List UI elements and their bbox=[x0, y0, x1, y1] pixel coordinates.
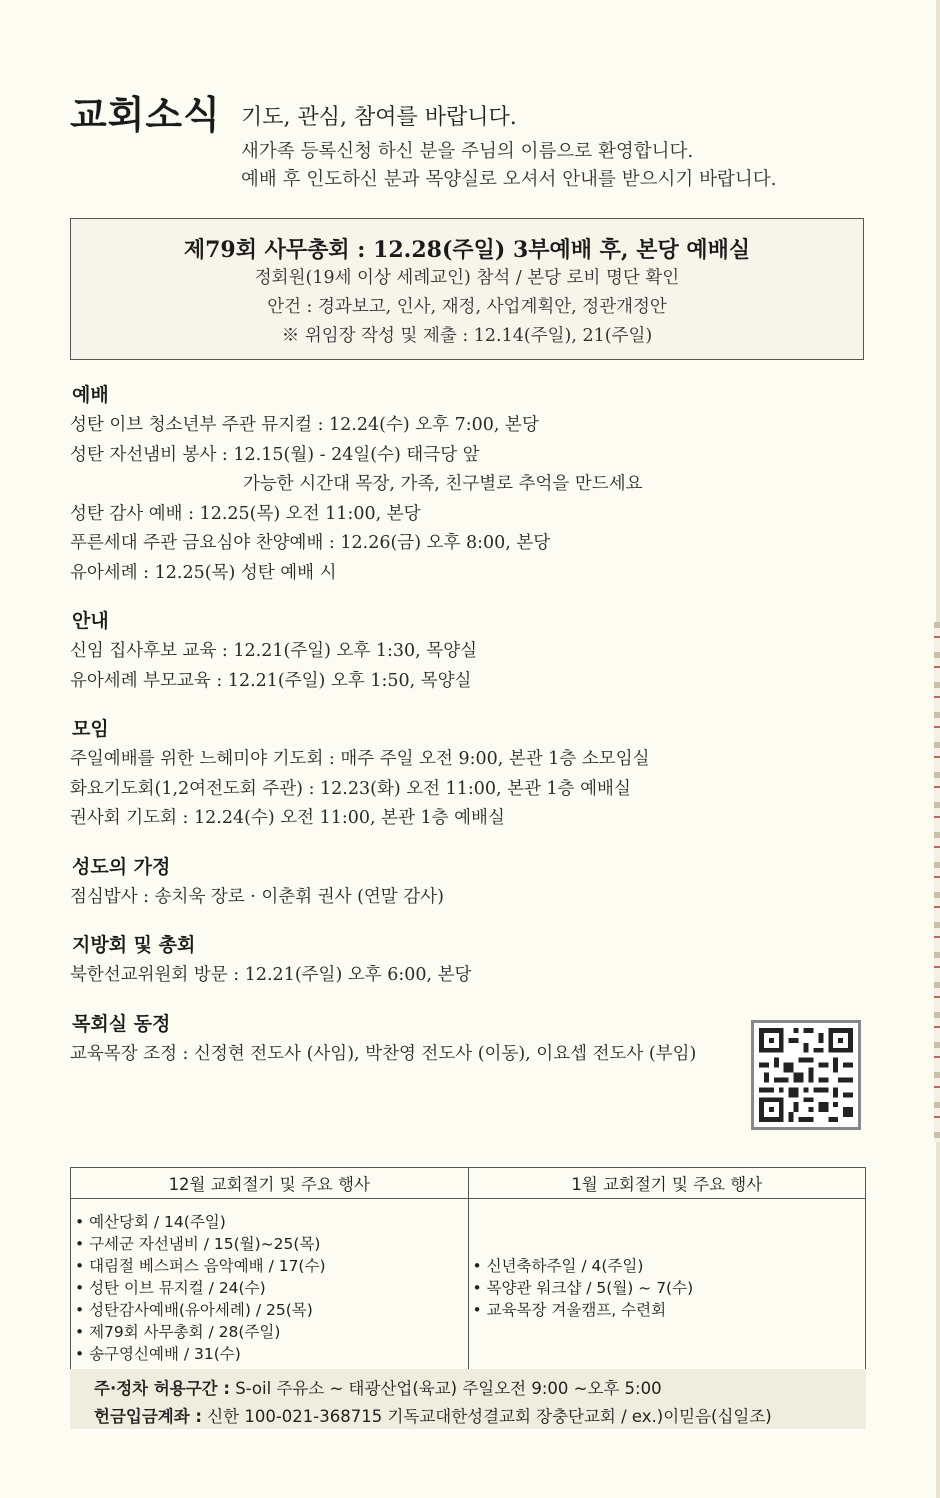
january-events-cell bbox=[468, 1199, 866, 1377]
section-pastoral-office bbox=[70, 1009, 870, 1070]
notice-line: 정회원(19세 이상 세례교인) 참석 / 본당 로비 명단 확인 bbox=[254, 268, 680, 288]
footer-info bbox=[70, 1369, 866, 1429]
events-table bbox=[70, 1167, 866, 1377]
list-item: 북한선교위원회 방문 : 12.21(주일) 오후 6:00, 본당 bbox=[70, 965, 472, 985]
page-title: 교회소식 bbox=[70, 93, 221, 137]
list-item: 교육목장 조정 : 신정현 전도사 (사임), 박찬영 전도사 (이동), 이요셉 전도사 (부임) bbox=[70, 1043, 697, 1064]
list-item: 성탄 감사 예배 : 12.25(목) 오전 11:00, 본당 bbox=[70, 503, 421, 524]
welcome-line: 새가족 등록신청 하신 분을 주님의 이름으로 환영합니다. bbox=[241, 141, 694, 162]
parking-info bbox=[94, 1375, 662, 1399]
list-item: • 제79회 사무총회 / 28(주일) bbox=[75, 1321, 464, 1343]
section-meetings bbox=[70, 714, 870, 834]
list-item: 점심밥사 : 송치욱 장로 · 이춘휘 권사 (연말 감사) bbox=[70, 886, 444, 907]
section-heading: 목회실 동정 bbox=[72, 1012, 171, 1035]
qr-code-icon bbox=[751, 1020, 861, 1130]
list-item: 성탄 이브 청소년부 주관 뮤지컬 : 12.24(수) 오후 7:00, 본당 bbox=[70, 415, 539, 435]
notice-line: ※ 위임장 작성 및 제출 : 12.14(주일), 21(주일) bbox=[281, 326, 653, 346]
parking-text: S-oil 주유소 ~ 태광산업(육교) 주일오전 9:00 ~오후 5:00 bbox=[235, 1379, 662, 1398]
december-events-cell bbox=[71, 1199, 469, 1377]
list-item: 가능한 시간대 목장, 가족, 친구별로 추억을 만드세요 bbox=[243, 474, 643, 494]
list-item: • 성탄 이브 뮤지컬 / 24(수) bbox=[75, 1277, 464, 1299]
section-family bbox=[70, 852, 870, 913]
list-item: 권사회 기도회 : 12.24(수) 오전 11:00, 본관 1층 예배실 bbox=[70, 808, 505, 828]
section-district bbox=[70, 930, 870, 991]
list-item: 화요기도회(1,2여전도회 주관) : 12.23(화) 오전 11:00, 본관 1층 예배실 bbox=[70, 778, 631, 799]
january-events-header: 1월 교회절기 및 주요 행사 bbox=[468, 1168, 866, 1199]
list-item: • 성탄감사예배(유아세례) / 25(목) bbox=[75, 1299, 464, 1321]
parking-label: 주·정차 허용구간 : bbox=[94, 1379, 230, 1398]
january-events-list bbox=[473, 1255, 862, 1321]
list-item: 주일예배를 위한 느헤미야 기도회 : 매주 주일 오전 9:00, 본관 1층 소모임실 bbox=[70, 749, 650, 769]
welcome-text bbox=[241, 138, 776, 194]
list-item: • 예산당회 / 14(주일) bbox=[75, 1211, 464, 1233]
list-item: 성탄 자선냄비 봉사 : 12.15(월) - 24일(수) 태극당 앞 bbox=[70, 444, 480, 465]
december-events-list bbox=[75, 1211, 464, 1365]
account-text: 신한 100-021-368715 기독교대한성결교회 장충단교회 / ex.)이믿음(십일조) bbox=[207, 1407, 772, 1426]
account-info bbox=[94, 1403, 772, 1427]
account-label: 헌금입금계좌 : bbox=[94, 1407, 202, 1426]
notice-title: 제79회 사무총회 : 12.28(주일) 3부예배 후, 본당 예배실 bbox=[183, 237, 751, 263]
list-item: 신임 집사후보 교육 : 12.21(주일) 오후 1:30, 목양실 bbox=[70, 641, 478, 661]
page-subtitle: 기도, 관심, 참여를 바랍니다. bbox=[241, 105, 517, 130]
notice-line: 안건 : 경과보고, 인사, 재정, 사업계획안, 정관개정안 bbox=[267, 297, 667, 317]
section-heading: 예배 bbox=[72, 384, 109, 406]
general-assembly-notice bbox=[70, 218, 864, 360]
list-item: 유아세례 부모교육 : 12.21(주일) 오후 1:50, 목양실 bbox=[70, 670, 472, 691]
list-item: • 대림절 베스퍼스 음악예배 / 17(수) bbox=[75, 1255, 464, 1277]
december-events-header: 12월 교회절기 및 주요 행사 bbox=[71, 1168, 469, 1199]
section-heading: 모임 bbox=[72, 718, 109, 740]
list-item: 유아세례 : 12.25(목) 성탄 예배 시 bbox=[70, 562, 337, 583]
adjacent-page-edge bbox=[934, 622, 940, 1142]
welcome-line: 예배 후 인도하신 분과 목양실로 오셔서 안내를 받으시기 바랍니다. bbox=[241, 169, 777, 190]
section-heading: 성도의 가정 bbox=[72, 855, 171, 878]
list-item: • 신년축하주일 / 4(주일) bbox=[473, 1255, 862, 1277]
section-heading: 지방회 및 총회 bbox=[72, 934, 196, 956]
list-item: • 구세군 자선냄비 / 15(월)~25(목) bbox=[75, 1233, 464, 1255]
list-item: • 교육목장 겨울캠프, 수련회 bbox=[473, 1299, 862, 1321]
section-worship bbox=[70, 380, 870, 588]
section-heading: 안내 bbox=[72, 610, 109, 632]
news-sections bbox=[70, 380, 870, 1087]
section-guide bbox=[70, 606, 870, 696]
list-item: • 송구영신예배 / 31(수) bbox=[75, 1343, 464, 1365]
list-item: • 목양관 워크샵 / 5(월) ~ 7(수) bbox=[473, 1277, 862, 1299]
list-item: 푸른세대 주관 금요심야 찬양예배 : 12.26(금) 오후 8:00, 본당 bbox=[70, 533, 551, 553]
